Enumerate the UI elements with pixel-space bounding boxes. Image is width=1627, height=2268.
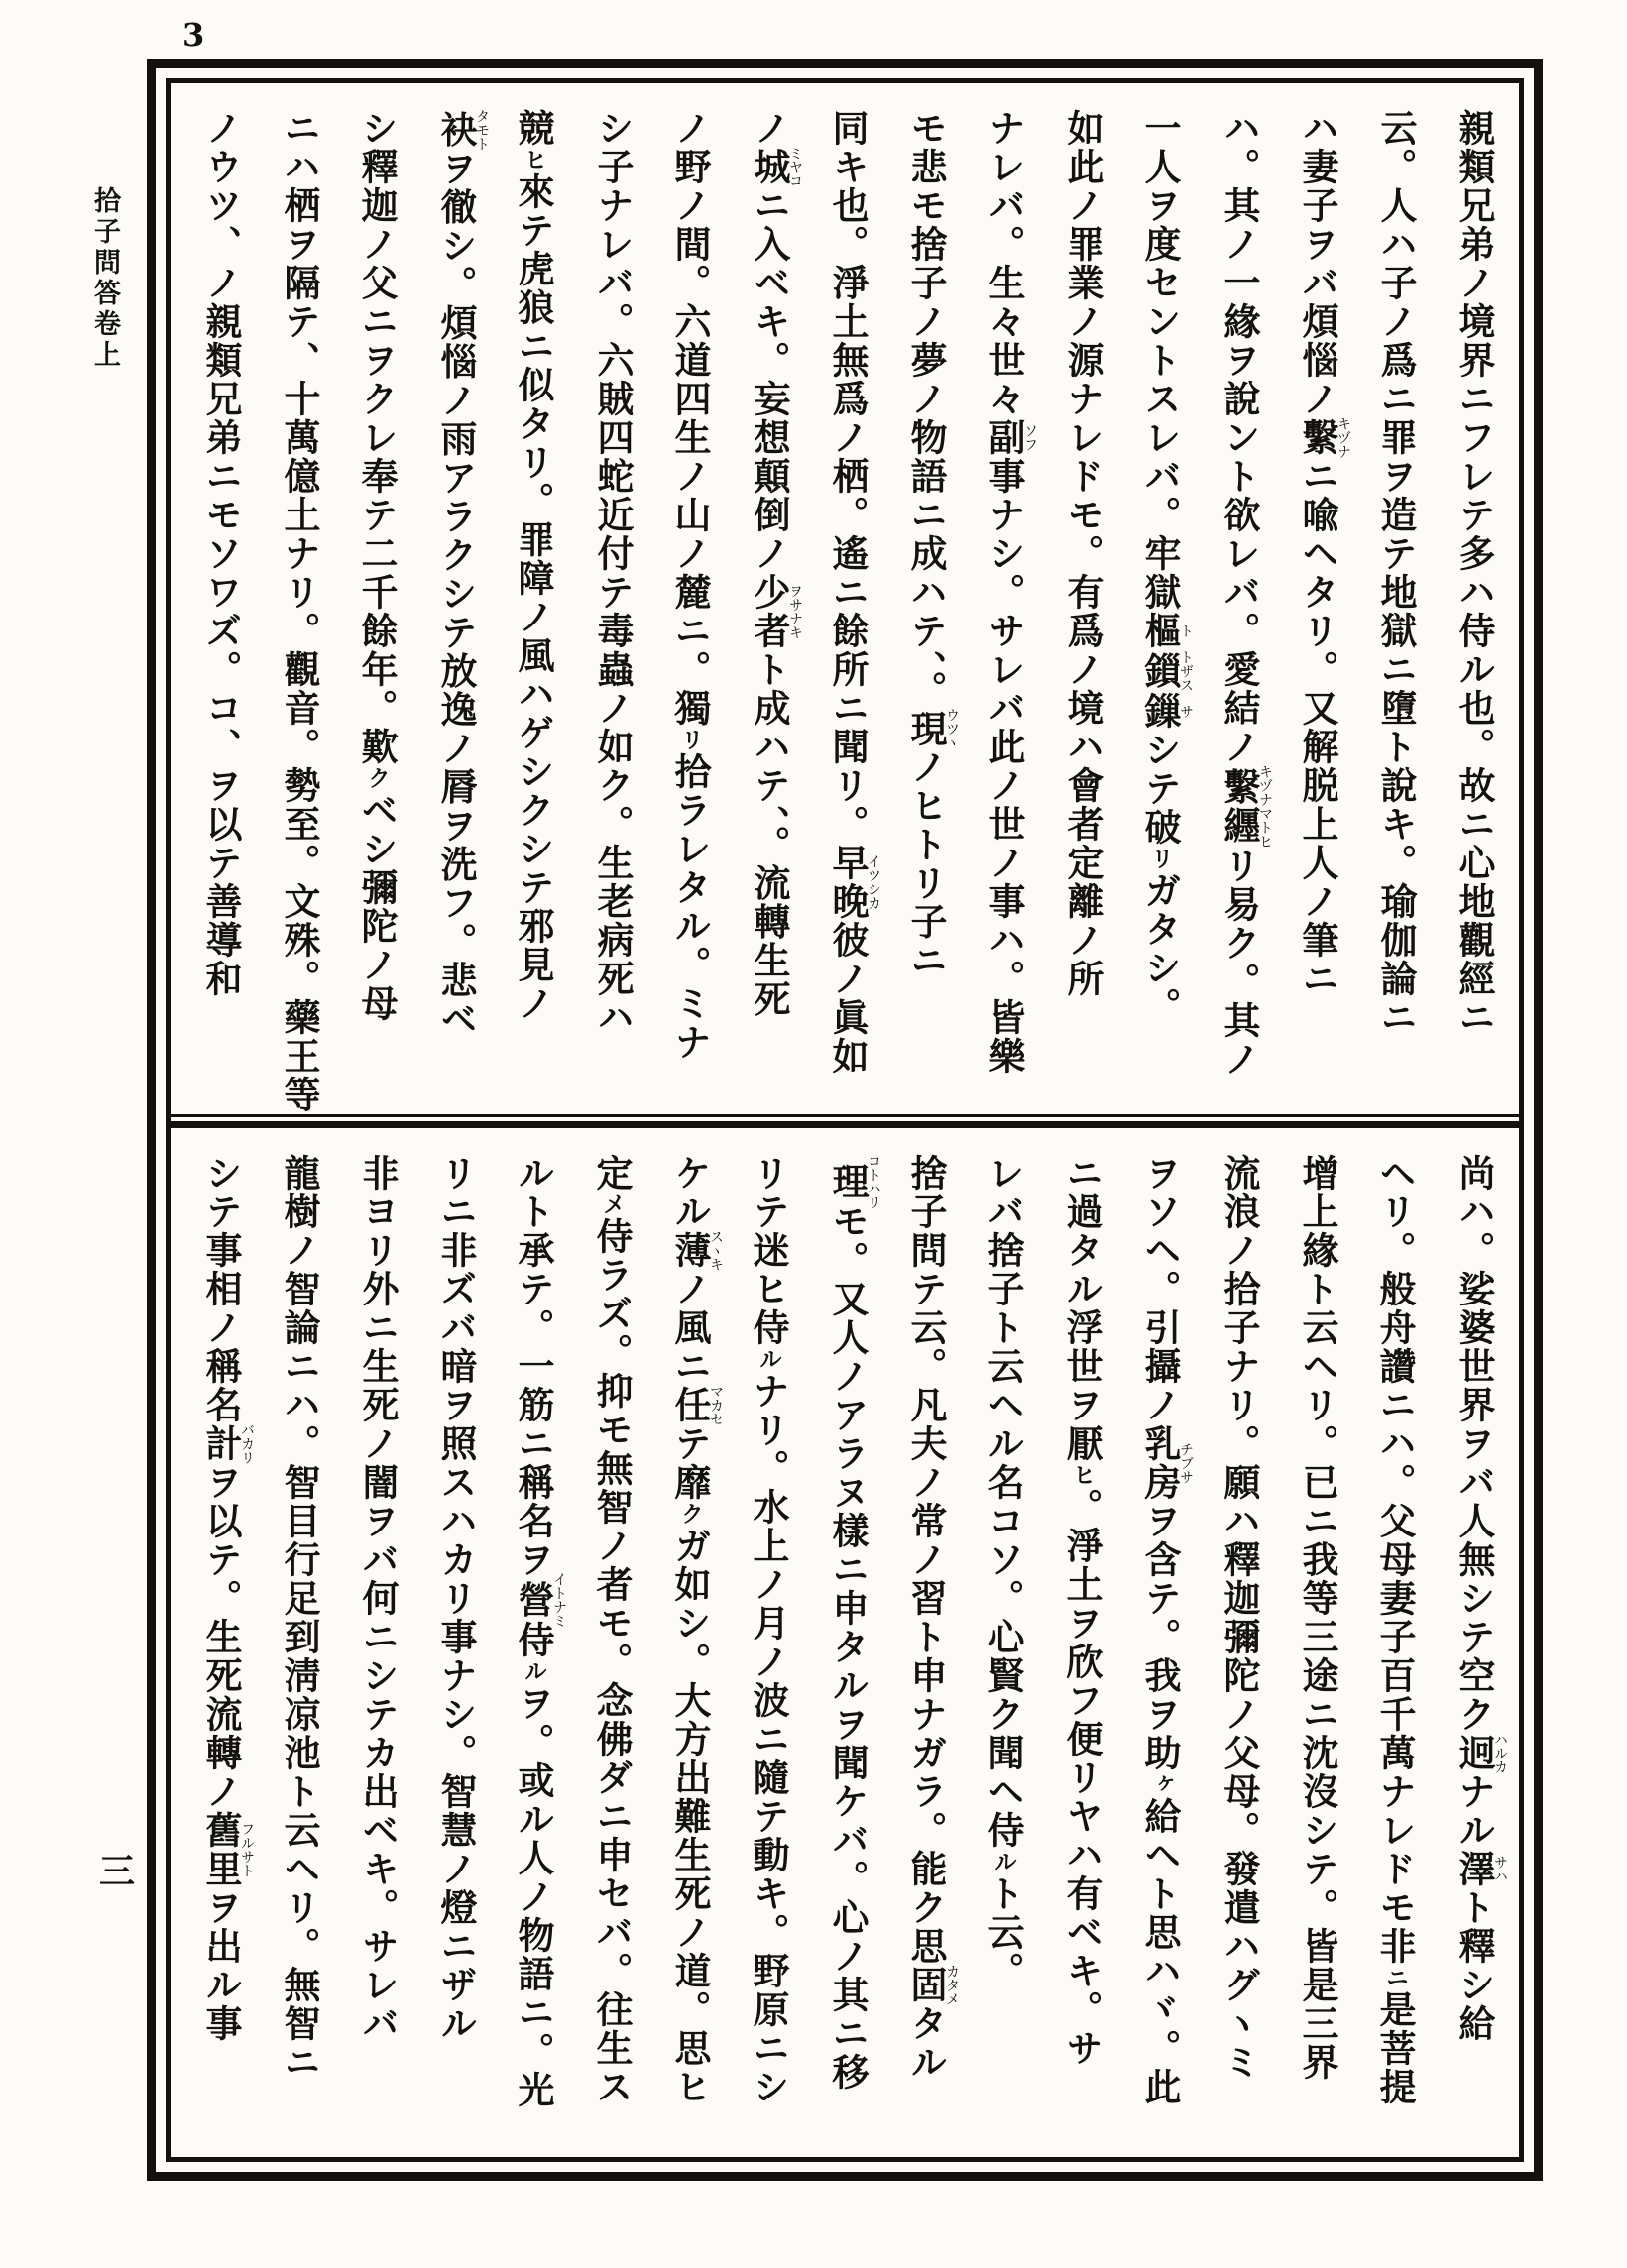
furigana-term — [904, 708, 960, 749]
furigana-term — [904, 1964, 960, 2006]
furigana: ウツヽ — [944, 708, 960, 749]
text-run: ルト承テ。一筋ニ稱名ヲ — [512, 1154, 555, 1579]
text-run: ナリ。水上ノ月ノ波ニ隨テ動キ。野原ニシ — [747, 1372, 790, 2106]
furigana-term — [434, 109, 490, 151]
page-number-arabic: 3 — [182, 16, 205, 54]
text-run: ナレバ。生々世々 — [983, 109, 1026, 418]
text-run: ハ。其ノ一緣ヲ說ント欲レバ。愛結ノ — [1218, 109, 1261, 766]
kanji-base: 袂 — [434, 109, 478, 151]
text-run: モ。又人ノアラヌ樣ニ申タルヲ聞ケバ。心ノ其ニ移 — [826, 1202, 870, 2092]
kanji-base: 任 — [668, 1384, 712, 1426]
text-run: ヲ出ル事 — [199, 1888, 243, 2043]
text-run: 同キ也。淨土無爲ノ栖。遙ニ餘所ニ聞リ。 — [826, 109, 870, 844]
furigana: ヲサナキ — [787, 573, 803, 650]
furigana-term — [1296, 416, 1351, 459]
furigana: フルサト — [239, 1811, 255, 1888]
text-column — [416, 109, 495, 1104]
text-run: リテ迷ヒ侍 — [747, 1154, 790, 1347]
text-run: 侍 — [512, 1621, 555, 1659]
furigana-term — [199, 1811, 255, 1888]
kanji-base: 薄 — [668, 1229, 712, 1272]
text-column — [416, 1154, 495, 2155]
text-column — [260, 109, 338, 1114]
text-run: ヲ以テ。生死流轉ノ — [199, 1463, 243, 1811]
text-run: モ悲モ捨子ノ夢ノ物語ニ成ハテ、。 — [904, 109, 948, 710]
text-column — [181, 109, 260, 1104]
text-run: 彼ノ眞如 — [826, 921, 870, 1076]
text-column — [1435, 109, 1513, 1104]
kanji-base: 城 — [748, 146, 791, 188]
furigana-term — [1218, 764, 1273, 849]
small-kana-run: ク — [677, 1502, 704, 1527]
furigana: カタメ — [944, 1964, 960, 2006]
text-column — [886, 109, 965, 1104]
furigana-term — [826, 844, 881, 921]
text-run: 事ナシ。サレバ此ノ世ノ事ハ。皆樂 — [983, 457, 1026, 1076]
kanji-base: 固 — [904, 1964, 948, 2006]
text-run: 一人ヲ度セントスレバ。牢獄 — [1138, 109, 1182, 612]
text-run: ヘリ。般舟讚ニハ。父母妻子百千萬ナレドモ非 — [1373, 1154, 1417, 1966]
text-column — [181, 1154, 260, 2155]
small-kana-run: ヶ — [1147, 1772, 1174, 1797]
text-run: 拾ラレタル。ミナ — [668, 752, 712, 1062]
text-run: ノウツ、ノ親類兄弟ニモソワズ。コ、ヲ以テ善導和 — [199, 109, 243, 998]
text-run: ヲ徹シ。煩惱ノ雨アラクシテ放逸ノ脣ヲ洗フ。悲ベ — [434, 149, 478, 1039]
small-kana-run: ニ — [1382, 1966, 1409, 1990]
text-run: シテ事相ノ稱名 — [199, 1154, 243, 1424]
kanji-base: 現 — [904, 708, 948, 749]
text-run: シ子ナレバ。六賊四蛇近付テ毒蟲ノ如ク。生老病死ハ — [591, 109, 635, 1037]
text-column — [886, 1154, 965, 2155]
text-run: 侍ラズ。抑モ無智ノ者モ。念佛ダニ申セバ。往生ス — [590, 1217, 634, 2106]
small-kana-run: リ — [1147, 847, 1174, 871]
furigana: イツシカ — [866, 844, 881, 921]
text-run: ベシ彌陀ノ母 — [355, 791, 399, 1023]
kanji-base: 理 — [826, 1154, 870, 1209]
text-run: ケル — [668, 1154, 712, 1231]
furigana-term — [1138, 1424, 1194, 1502]
text-run: ト云。 — [982, 1874, 1025, 1990]
text-column — [573, 109, 651, 1104]
text-run: ガ如シ。大方出難生死ノ道。思ヒ — [668, 1527, 712, 2106]
text-column — [495, 1154, 573, 2155]
small-kana-run: ク — [364, 766, 391, 791]
text-run: 給ヘト思ハヾ。此 — [1138, 1797, 1182, 2106]
text-column — [338, 1154, 416, 2155]
small-kana-run: ヒ — [1069, 1463, 1096, 1488]
kanji-base: 副 — [983, 418, 1026, 457]
text-run: ト釋シ給 — [1453, 1888, 1496, 2043]
furigana: タモト — [474, 109, 490, 151]
small-kana-run: ヒ — [521, 148, 547, 172]
text-column — [965, 109, 1043, 1104]
text-run: タル — [904, 2004, 948, 2082]
furigana-term — [512, 1572, 567, 1628]
text-run: ト成ハテ、。流轉生死 — [748, 650, 791, 1019]
text-run: ヲソヘ。引攝ノ — [1138, 1154, 1182, 1424]
text-run: ニハ栖ヲ隔テ、十萬億土ナリ。觀音。勢至。文殊。藥王等 — [278, 109, 321, 1114]
furigana-term — [983, 418, 1038, 457]
text-column — [495, 109, 573, 1104]
text-run: 云。人ハ子ノ爲ニ罪ヲ造テ地獄ニ墮ト說キ。瑜伽論ニ — [1374, 109, 1418, 1037]
text-column — [1200, 1154, 1278, 2155]
furigana: コトハリ — [866, 1154, 881, 1209]
furigana: ミヤコ — [787, 146, 803, 188]
kanji-base: 計 — [199, 1422, 243, 1465]
text-column — [1356, 109, 1435, 1104]
furigana-term — [1138, 650, 1194, 692]
furigana-term — [1453, 1732, 1508, 1774]
text-run: 親類兄弟ノ境界ニフレテ多ハ侍ル也。故ニ心地觀經ニ — [1453, 109, 1496, 1037]
furigana: イトナミ — [551, 1572, 567, 1628]
text-run: シテ破 — [1138, 731, 1182, 847]
text-run: ヲ。或ル人ノ物語ニ。光 — [512, 1684, 555, 2109]
furigana: バカリ — [239, 1422, 255, 1465]
small-kana-run: ル — [521, 1659, 547, 1684]
kanji-base: 鏁 — [1138, 692, 1182, 731]
text-column — [260, 1154, 338, 2155]
text-column — [1435, 1154, 1513, 2155]
furigana-term — [748, 146, 803, 188]
kanji-base: 少者 — [748, 573, 791, 650]
furigana-term — [826, 1154, 881, 1209]
text-run: レバ捨子ト云ヘル名コソ。心賢ク聞ヘ侍 — [982, 1154, 1025, 1850]
furigana: ト — [1178, 612, 1194, 650]
furigana-term — [668, 1229, 724, 1272]
furigana: サ — [1178, 692, 1194, 731]
text-run: 如此ノ罪業ノ源ナレドモ。有爲ノ境ハ會者定離ノ所 — [1061, 109, 1104, 998]
text-run: 來テ虎狼ニ似タリ。罪障ノ風ハゲシクシテ邪見ノ — [512, 172, 555, 1023]
text-run: 定 — [590, 1154, 634, 1192]
kanji-base: 營 — [512, 1572, 555, 1628]
kanji-base: 舊里 — [199, 1811, 243, 1888]
text-run: 非ヨリ外ニ生死ノ闇ヲバ何ニシテカ出ベキ。サレバ — [356, 1154, 400, 2043]
kanji-base: 澤 — [1453, 1850, 1496, 1888]
text-column — [651, 1154, 730, 2155]
furigana: マカセ — [708, 1384, 724, 1426]
furigana: ソフ — [1022, 418, 1038, 457]
text-column — [808, 109, 886, 1104]
page-border-inner-rule — [166, 78, 1524, 2162]
text-column — [1121, 109, 1200, 1104]
small-kana-run: メ — [599, 1192, 626, 1217]
kanji-base: 鎻 — [1138, 650, 1182, 692]
kanji-base: 繫 — [1296, 416, 1339, 459]
text-column — [730, 1154, 808, 2155]
margin-title: 拾子問答卷上 — [89, 186, 120, 371]
text-run: リニ非ズバ暗ヲ照スハカリ事ナシ。智慧ノ燈ニザル — [434, 1154, 478, 2043]
text-run: ニ入ベキ。妄想顛倒ノ — [748, 186, 791, 573]
furigana-term — [1138, 612, 1194, 650]
furigana: チブサ — [1178, 1424, 1194, 1502]
furigana: トザス — [1178, 650, 1194, 692]
text-run: ヲ含テ。我ヲ助 — [1138, 1502, 1182, 1772]
text-run: 龍樹ノ智論ニハ。智目行足到淸凉池ト云ヘリ。無智ニ — [278, 1154, 321, 2082]
furigana-term — [748, 573, 803, 650]
page-border-frame — [147, 59, 1543, 2181]
text-column — [1356, 1154, 1435, 2155]
bottom-text-block — [181, 1154, 1513, 2155]
text-column — [1121, 1154, 1200, 2155]
text-run: ノヒトリ子ニ — [904, 747, 948, 980]
text-run: ナル — [1453, 1772, 1496, 1850]
text-run: ノ野ノ間。六道四生ノ山ノ麓ニ。獨 — [668, 109, 712, 728]
kanji-base: 乳房 — [1138, 1424, 1182, 1502]
furigana: キヅナマトヒ — [1257, 764, 1273, 849]
text-run: ノ風ニ — [668, 1270, 712, 1386]
text-column — [1043, 1154, 1121, 2155]
text-column — [338, 109, 416, 1104]
text-run: ハ妻子ヲバ煩惱ノ — [1296, 109, 1339, 418]
text-run: 。淨土ヲ欣フ便リヤハ有ベキ。サ — [1060, 1488, 1104, 2068]
furigana-term — [1453, 1850, 1508, 1888]
kanji-base: 迥 — [1453, 1732, 1496, 1774]
text-column — [1278, 1154, 1356, 2155]
text-run: シ釋迦ノ父ニヲクレ奉テ二千餘年。歎 — [355, 109, 399, 766]
text-run: 增上緣ト云ヘリ。已ニ我等三途ニ沈沒シテ。皆是三界 — [1296, 1154, 1339, 2082]
text-run: 流浪ノ拾子ナリ。願ハ釋迦彌陀ノ父母。發遣ハグヽミ — [1218, 1154, 1261, 2082]
text-column — [1043, 109, 1121, 1104]
text-run: リ易ク。其ノ — [1218, 847, 1261, 1078]
furigana-term — [1138, 692, 1194, 731]
small-kana-run: ル — [990, 1850, 1017, 1874]
kanji-base: 繫纒 — [1218, 764, 1261, 849]
text-run: ニ過タル浮世ヲ厭 — [1060, 1154, 1104, 1463]
small-kana-run: ル — [755, 1347, 782, 1372]
text-run: 捨子問テ云。凡夫ノ常ノ習ト申ナガラ。能ク思 — [904, 1154, 948, 1966]
text-run: 尚ハ。娑婆世界ヲバ人無シテ空ク — [1453, 1154, 1496, 1734]
text-column — [1278, 109, 1356, 1104]
text-column — [808, 1154, 886, 2155]
text-run: 競 — [512, 109, 555, 148]
text-column — [730, 109, 808, 1104]
text-column — [573, 1154, 651, 2155]
text-column — [1200, 109, 1278, 1104]
text-run: ニ喩ヘタリ。又解脱上人ノ筆ニ — [1296, 457, 1339, 998]
furigana-term — [199, 1422, 255, 1465]
small-kana-run: リ — [677, 728, 704, 752]
furigana: サハ — [1492, 1850, 1508, 1888]
kanji-base: 樞 — [1138, 612, 1182, 650]
text-run: ガタシ。 — [1138, 871, 1182, 1026]
furigana: ハルカ — [1492, 1732, 1508, 1774]
furigana: キヅナ — [1336, 416, 1351, 459]
text-column — [651, 109, 730, 1104]
page-number-kanji: 三 — [99, 1851, 136, 1892]
kanji-base: 早晚 — [826, 844, 870, 921]
text-run: 是菩提 — [1373, 1990, 1417, 2106]
text-column — [965, 1154, 1043, 2155]
section-divider — [166, 1114, 1524, 1128]
furigana: スヽキ — [708, 1229, 724, 1272]
text-run: ノ — [748, 109, 791, 148]
top-text-block — [181, 109, 1513, 1114]
text-run: テ靡 — [668, 1424, 712, 1502]
furigana-term — [668, 1384, 724, 1426]
